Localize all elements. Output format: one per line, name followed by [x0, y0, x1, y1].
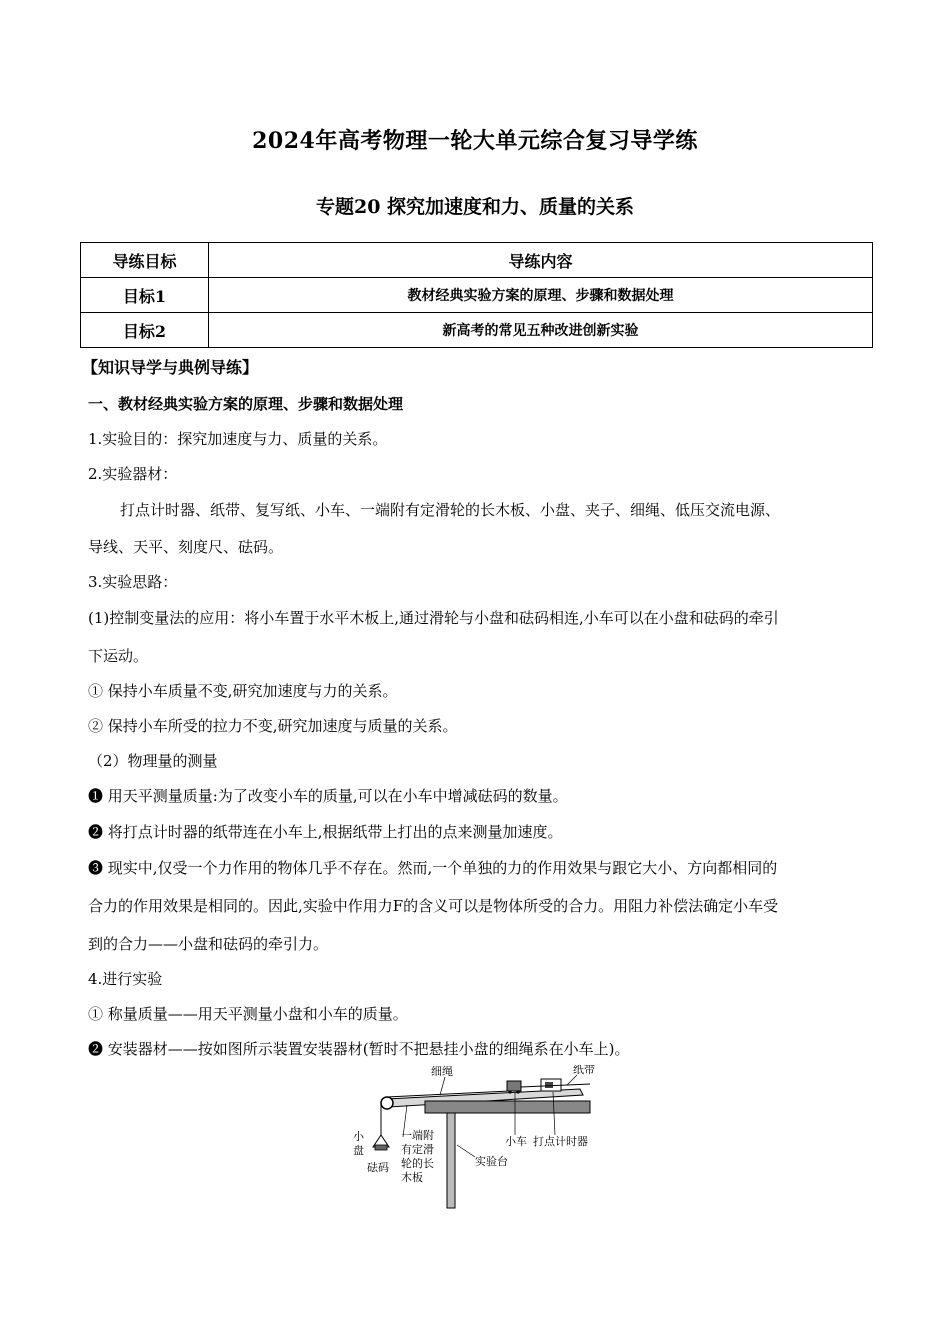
- text-line: ② 保持小车所受的拉力不变,研究加速度与质量的关系。: [88, 717, 458, 735]
- text-line: 下运动。: [88, 647, 149, 665]
- label-board: 轮的长: [401, 1157, 434, 1170]
- label-plate: 小: [353, 1130, 364, 1143]
- label-rope: 细绳: [431, 1065, 453, 1078]
- page-subtitle: 专题20 探究加速度和力、质量的关系: [315, 196, 635, 218]
- text-line: (1)控制变量法的应用：将小车置于水平木板上,通过滑轮与小盘和砝码相连,小车可以在小盘和砝码的牵引: [88, 609, 779, 627]
- cart-icon: [507, 1081, 521, 1091]
- label-board: 木板: [401, 1171, 423, 1184]
- apparatus-figure: [345, 1065, 610, 1215]
- weights-icon: [375, 1145, 387, 1150]
- text-line: 导线、天平、刻度尺、砝码。: [88, 538, 284, 556]
- text-line: 2.实验器材：: [88, 465, 178, 483]
- table-cell: 目标2: [81, 313, 209, 348]
- text-line: 4.进行实验: [88, 970, 163, 988]
- label-table: 实验台: [475, 1155, 508, 1168]
- text-line: ❷ 安装器材——按如图所示装置安装器材(暂时不把悬挂小盘的细绳系在小车上)。: [88, 1040, 630, 1058]
- label-board: 一端附: [401, 1129, 434, 1142]
- text-line: ❸ 现实中,仅受一个力作用的物体几乎不存在。然而,一个单独的力的作用效果与跟它大小、方向都相同的: [88, 859, 778, 877]
- text-line: 1.实验目的：探究加速度与力、质量的关系。: [88, 430, 388, 448]
- part-heading: 一、教材经典实验方案的原理、步骤和数据处理: [88, 395, 404, 413]
- table-header-row: [81, 243, 873, 278]
- label-plate: 盘: [353, 1144, 364, 1157]
- label-tape: 纸带: [573, 1065, 595, 1076]
- text-line: ❷ 将打点计时器的纸带连在小车上,根据纸带上打出的点来测量加速度。: [88, 823, 563, 841]
- table-cell: 目标1: [81, 278, 209, 313]
- guide-table: [80, 242, 873, 348]
- section-heading: 【知识导学与典例导练】: [82, 358, 259, 377]
- text-line: （2）物理量的测量: [88, 752, 218, 770]
- text-line: ❶ 用天平测量质量:为了改变小车的质量,可以在小车中增减砝码的数量。: [88, 787, 568, 805]
- table-row: [81, 313, 873, 348]
- text-line: ① 保持小车质量不变,研究加速度与力的关系。: [88, 682, 398, 700]
- apparatus-diagram: [345, 1065, 610, 1215]
- label-cart: 小车: [505, 1135, 527, 1148]
- lab-table-top: [425, 1101, 590, 1113]
- label-timer: 打点计时器: [533, 1135, 588, 1148]
- text-line: 合力的作用效果是相同的。因此,实验中作用力F的含义可以是物体所受的合力。用阻力补偿法确定小车受: [88, 897, 779, 915]
- label-board: 有定滑: [401, 1143, 434, 1156]
- table-header-cell: 导练内容: [209, 243, 873, 278]
- label-weights: 砝码: [367, 1161, 389, 1174]
- text-line: 到的合力——小盘和砝码的牵引力。: [88, 935, 329, 953]
- lab-table-leg: [447, 1113, 455, 1208]
- text-line: 3.实验思路：: [88, 573, 178, 591]
- text-line: 打点计时器、纸带、复写纸、小车、一端附有定滑轮的长木板、小盘、夹子、细绳、低压交流电源、: [120, 501, 781, 519]
- text-line: ① 称量质量——用天平测量小盘和小车的质量。: [88, 1005, 408, 1023]
- page-title: 2024年高考物理一轮大单元综合复习导学练: [252, 128, 698, 154]
- table-cell: 教材经典实验方案的原理、步骤和数据处理: [209, 278, 873, 313]
- table-header-cell: 导练目标: [81, 243, 209, 278]
- table-cell: 新高考的常见五种改进创新实验: [209, 313, 873, 348]
- table-row: [81, 278, 873, 313]
- pulley-icon: [381, 1097, 393, 1109]
